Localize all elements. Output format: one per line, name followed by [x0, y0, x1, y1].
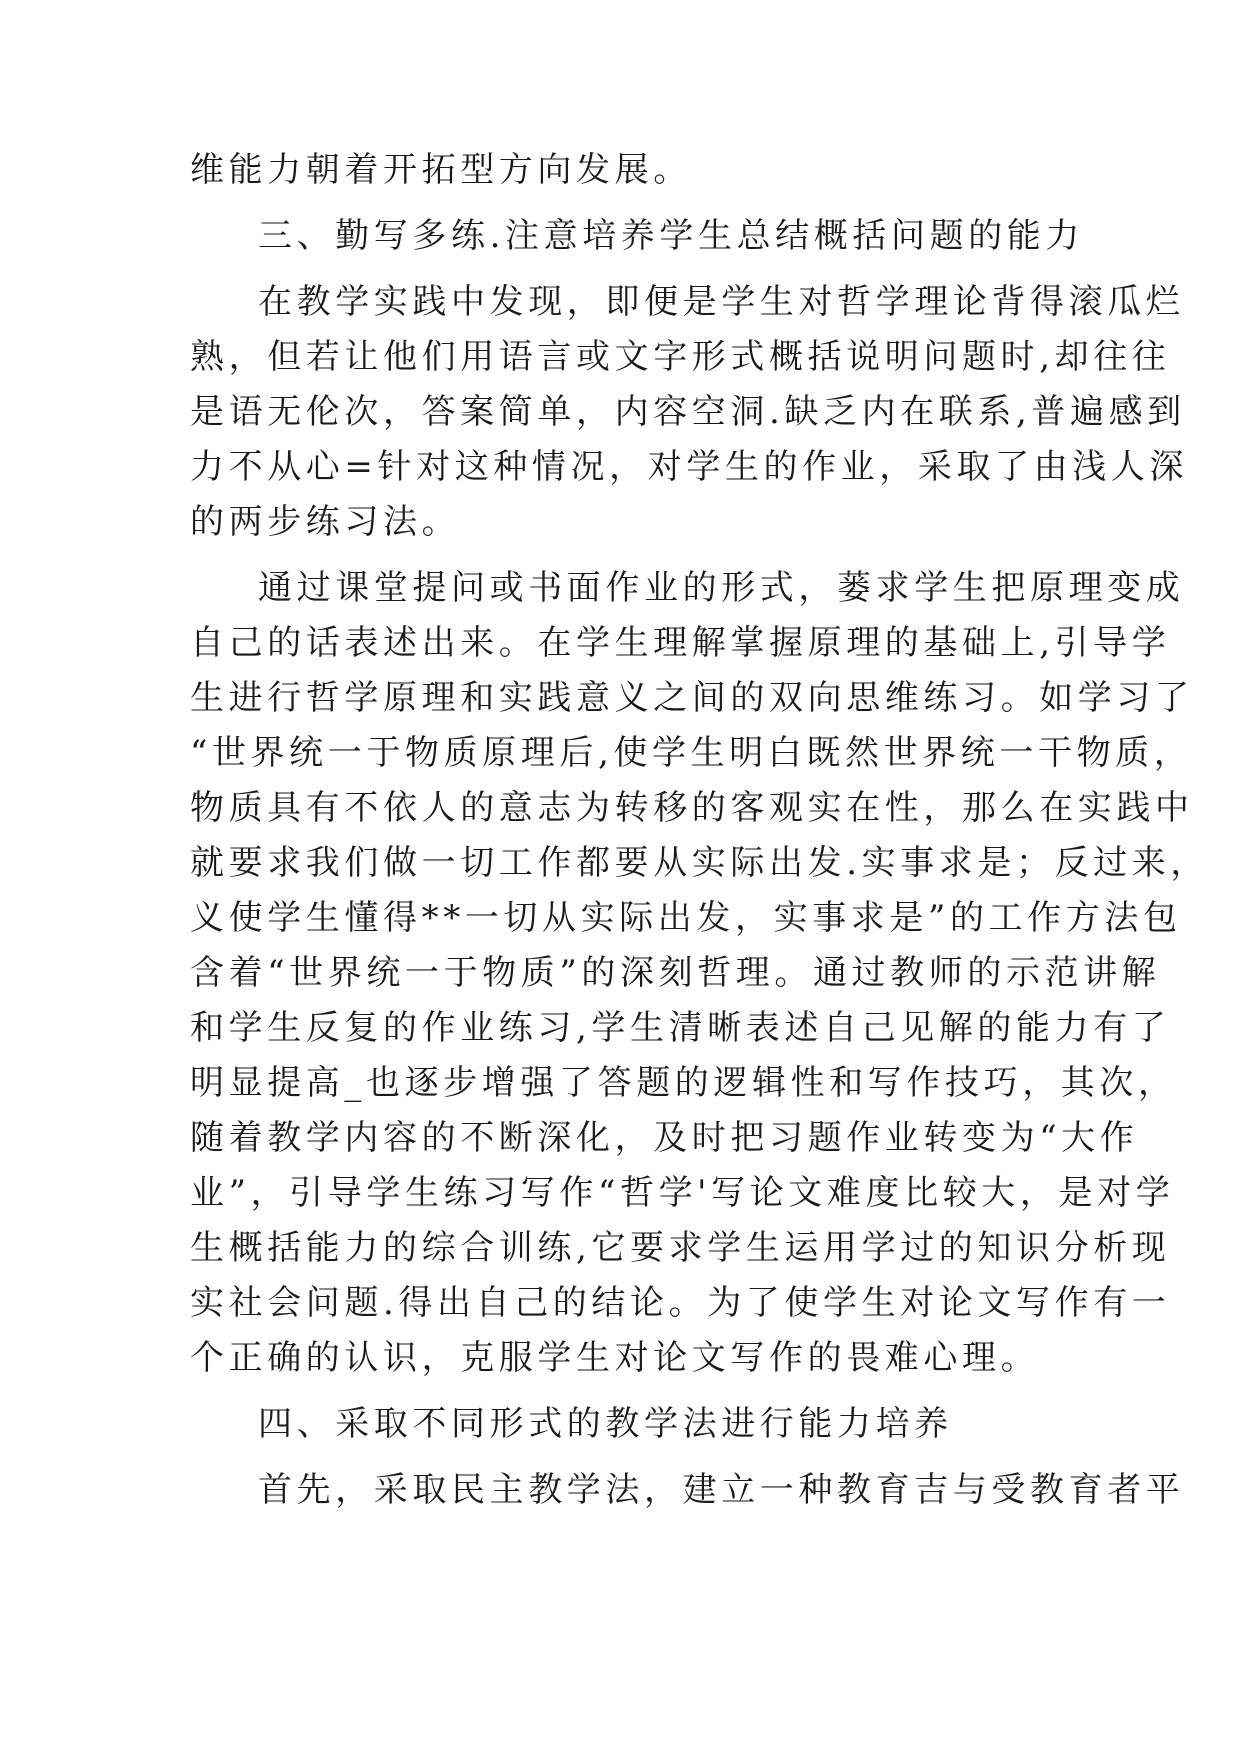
paragraph-line: 熟，但若让他们用语言或文字形式概括说明问题时,却往往 — [190, 337, 1171, 377]
paragraph-line: 首先，采取民主教学法，建立一种教育吉与受教育者平 — [258, 1470, 1185, 1510]
paragraph-line: 业”，引导学生练习写作“哲学'写论文难度比较大，是对学 — [190, 1173, 1175, 1213]
paragraph-line: 生概括能力的综合训练,它要求学生运用学过的知识分析现 — [190, 1228, 1171, 1268]
paragraph-line: 含着“世界统一于物质”的深刻哲理。通过教师的示范讲解 — [190, 953, 1161, 993]
paragraph-line: 个正确的认识，克服学生对论文写作的畏难心理。 — [190, 1338, 1040, 1378]
paragraph-line: 和学生反复的作业练习,学生清晰表述自己见解的能力有了 — [190, 1008, 1171, 1048]
section-heading-3: 三、勤写多练.注意培养学生总结概括问题的能力 — [258, 216, 1085, 256]
paragraph-line: 通过课堂提问或书面作业的形式，蒌求学生把原理变成 — [258, 568, 1185, 608]
paragraph-line: “世界统一于物质原理后,使学生明白既然世界统一干物质， — [190, 733, 1193, 773]
paragraph-line: 明显提高_也逐步增强了答题的逻辑性和写作技巧，其次， — [190, 1063, 1177, 1103]
paragraph-line: 实社会问题.得出自己的结论。为了使学生对论文写作有一 — [190, 1283, 1171, 1323]
body-text-line: 维能力朝着开拓型方向发展。 — [190, 150, 692, 190]
paragraph-line: 力不从心=针对这种情况，对学生的作业，采取了由浅人深 — [190, 447, 1189, 487]
paragraph-line: 自己的话表述出来。在学生理解掌握原理的基础上,引导学 — [190, 623, 1171, 663]
paragraph-line: 是语无伦次，答案简单，内容空洞.缺乏内在联系,普遍感到 — [190, 392, 1186, 432]
section-heading-4: 四、采取不同形式的教学法进行能力培养 — [258, 1404, 953, 1444]
paragraph-line: 随着教学内容的不断深化，及时把习题作业转变为“大作 — [190, 1118, 1139, 1158]
paragraph-line: 义使学生懂得**一切从实际出发，实事求是”的工作方法包 — [190, 898, 1182, 938]
paragraph-line: 就要求我们做一切工作都要从实际出发.实事求是；反过来， — [190, 843, 1210, 883]
paragraph-line: 物质具有不依人的意志为转移的客观实在性，那么在实践中 — [190, 788, 1194, 828]
paragraph-line: 在教学实践中发现，即便是学生对哲学理论背得滚瓜烂 — [258, 282, 1185, 322]
paragraph-line: 生进行哲学原理和实践意义之间的双向思维练习。如学习了 — [190, 678, 1194, 718]
paragraph-line: 的两步练习法。 — [190, 502, 461, 542]
